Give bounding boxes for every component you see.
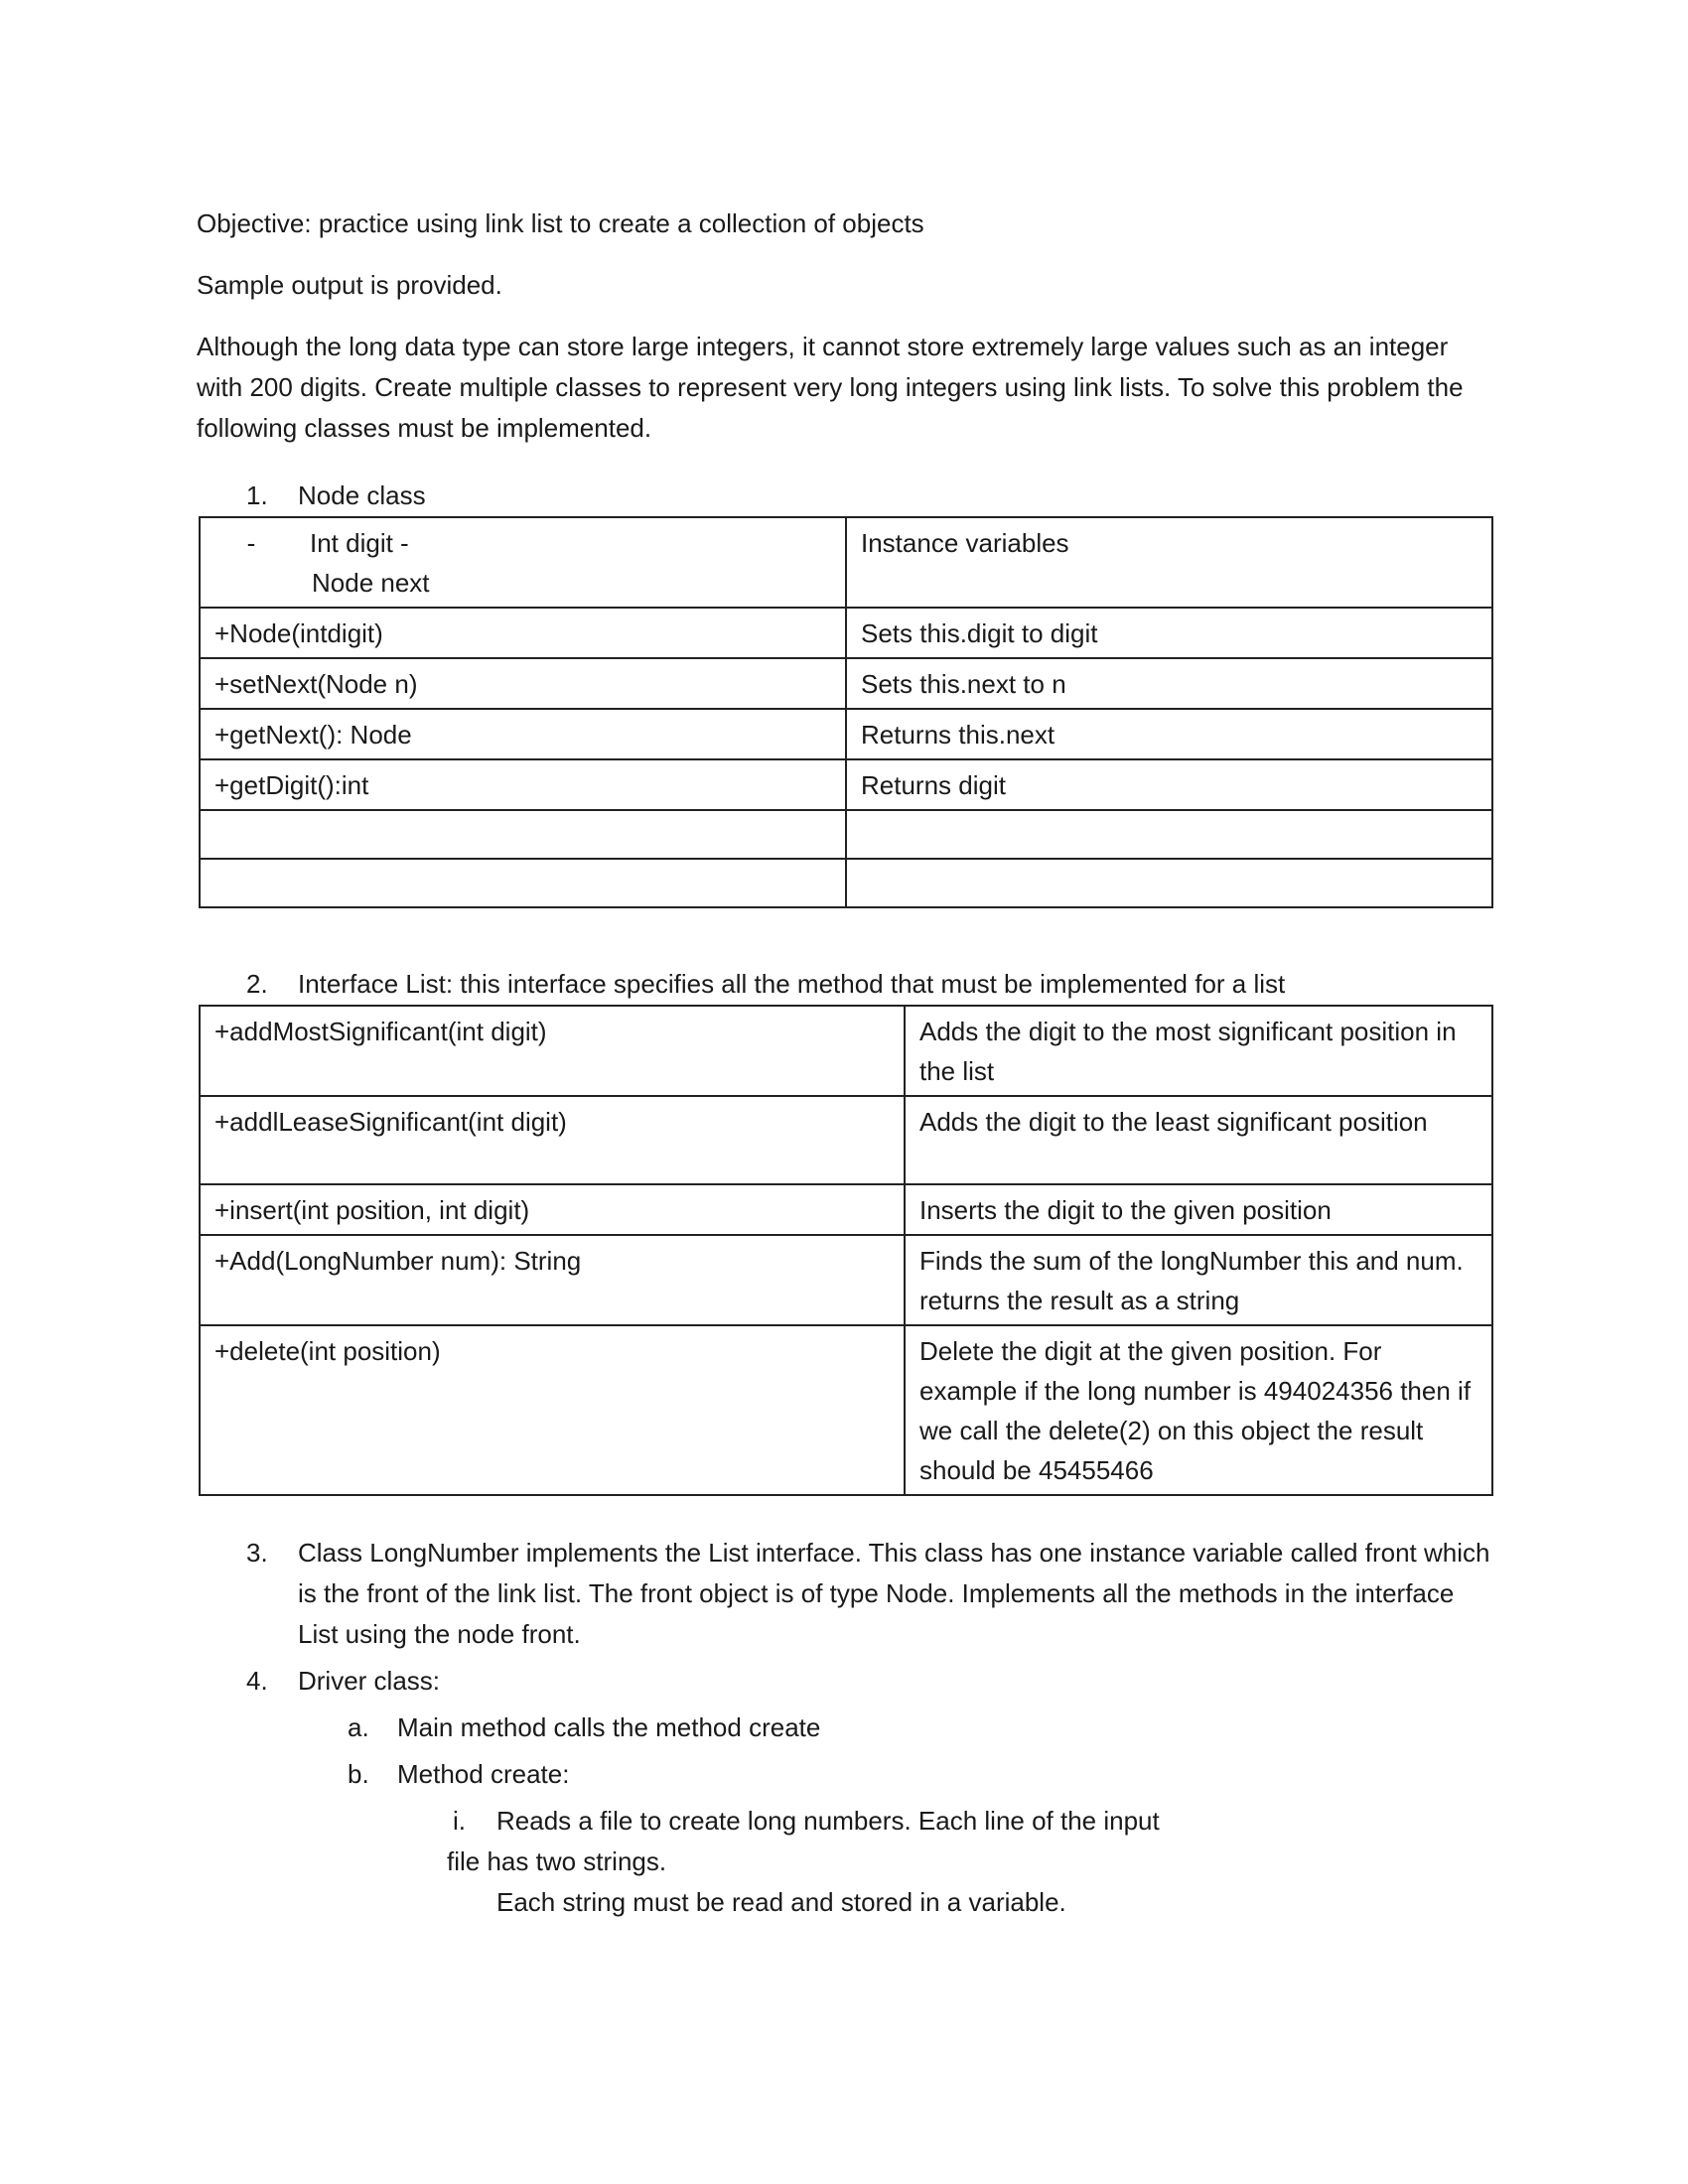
method-cell: +addlLeaseSignificant(int digit) [200, 1096, 905, 1184]
section-1-number: 1. [246, 480, 268, 510]
method-cell: +Add(LongNumber num): String [200, 1235, 905, 1325]
description-cell [846, 859, 1492, 907]
section-3-number: 3. [246, 1538, 268, 1568]
field-digit: Int digit - [310, 528, 409, 558]
description-cell: Returns digit [846, 759, 1492, 810]
table-row-empty [200, 859, 1492, 907]
table-row [200, 1235, 1492, 1325]
section-4-heading [246, 1661, 440, 1702]
table-row [200, 1325, 1492, 1495]
method-cell: +getDigit():int [200, 759, 846, 810]
method-cell: +setNext(Node n) [200, 658, 846, 709]
interface-list-table [199, 1005, 1493, 1496]
section-2-number: 2. [246, 969, 268, 999]
section-2-title: Interface List: this interface specifies all the method that must be implemented for a list [298, 969, 1286, 999]
section-2-heading [246, 964, 1285, 1005]
node-table-header-row [200, 517, 1492, 608]
item-i-cont-text: file has two strings. [447, 1846, 667, 1876]
section-1-heading [246, 476, 426, 516]
section-4-title: Driver class: [298, 1666, 441, 1696]
dash-bullet: - [246, 528, 256, 558]
instance-variables-label: Instance variables [846, 517, 1492, 608]
field-next: Node next [312, 568, 430, 598]
table-row [200, 759, 1492, 810]
item-i-text: Reads a file to create long numbers. Each line of the input [496, 1806, 1160, 1836]
item-i-continuation [447, 1842, 666, 1882]
method-cell [200, 859, 846, 907]
section-1-title: Node class [298, 480, 426, 510]
item-b-label: b. [348, 1759, 369, 1789]
method-cell: +Node(intdigit) [200, 608, 846, 658]
section-3-text: Class LongNumber implements the List interface. This class has one instance variable called front which is the front of the link list. The front object is of type Node. Implements all the methods in the interface List using the node front. [298, 1538, 1490, 1649]
item-i-continuation-2 [496, 1882, 1066, 1923]
item-i-label: i. [453, 1806, 466, 1836]
method-cell [200, 810, 846, 859]
sample-output-text: Sample output is provided. [197, 270, 502, 300]
description-cell: Sets this.digit to digit [846, 608, 1492, 658]
table-row [200, 658, 1492, 709]
method-cell: +addMostSignificant(int digit) [200, 1006, 905, 1096]
table-row [200, 709, 1492, 759]
description-cell: Adds the digit to the most significant position in the list [905, 1006, 1492, 1096]
method-cell: +insert(int position, int digit) [200, 1184, 905, 1235]
description-cell: Finds the sum of the longNumber this and num. returns the result as a string [905, 1235, 1492, 1325]
item-i [453, 1801, 1160, 1842]
item-a-text: Main method calls the method create [397, 1712, 821, 1742]
table-row-empty [200, 810, 1492, 859]
problem-description: Although the long data type can store large integers, it cannot store extremely large values such as an integer with 200 digits. Create multiple classes to represent very long integers using link lists. To solve this problem the following classes must be implemented. [197, 332, 1464, 443]
description-cell: Adds the digit to the least significant position [905, 1096, 1492, 1184]
description-cell [846, 810, 1492, 859]
section-4-number: 4. [246, 1666, 268, 1696]
table-row [200, 1184, 1492, 1235]
description-cell: Returns this.next [846, 709, 1492, 759]
table-row [200, 1006, 1492, 1096]
section-3 [246, 1533, 1497, 1655]
description-cell: Delete the digit at the given position. For example if the long number is 494024356 then if we call the delete(2) on this object the result should be 45455466 [905, 1325, 1492, 1495]
table-row [200, 608, 1492, 658]
description-cell: Sets this.next to n [846, 658, 1492, 709]
description-cell: Inserts the digit to the given position [905, 1184, 1492, 1235]
item-b-text: Method create: [397, 1759, 570, 1789]
objective-text: Objective: practice using link list to create a collection of objects [197, 208, 924, 238]
table-row [200, 1096, 1492, 1184]
method-cell: +delete(int position) [200, 1325, 905, 1495]
item-b [348, 1754, 569, 1795]
method-cell: +getNext(): Node [200, 709, 846, 759]
node-fields-cell [200, 517, 846, 608]
node-class-table [199, 516, 1493, 908]
item-a-label: a. [348, 1712, 369, 1742]
item-i-cont2-text: Each string must be read and stored in a variable. [496, 1887, 1066, 1917]
item-a [348, 1707, 820, 1748]
